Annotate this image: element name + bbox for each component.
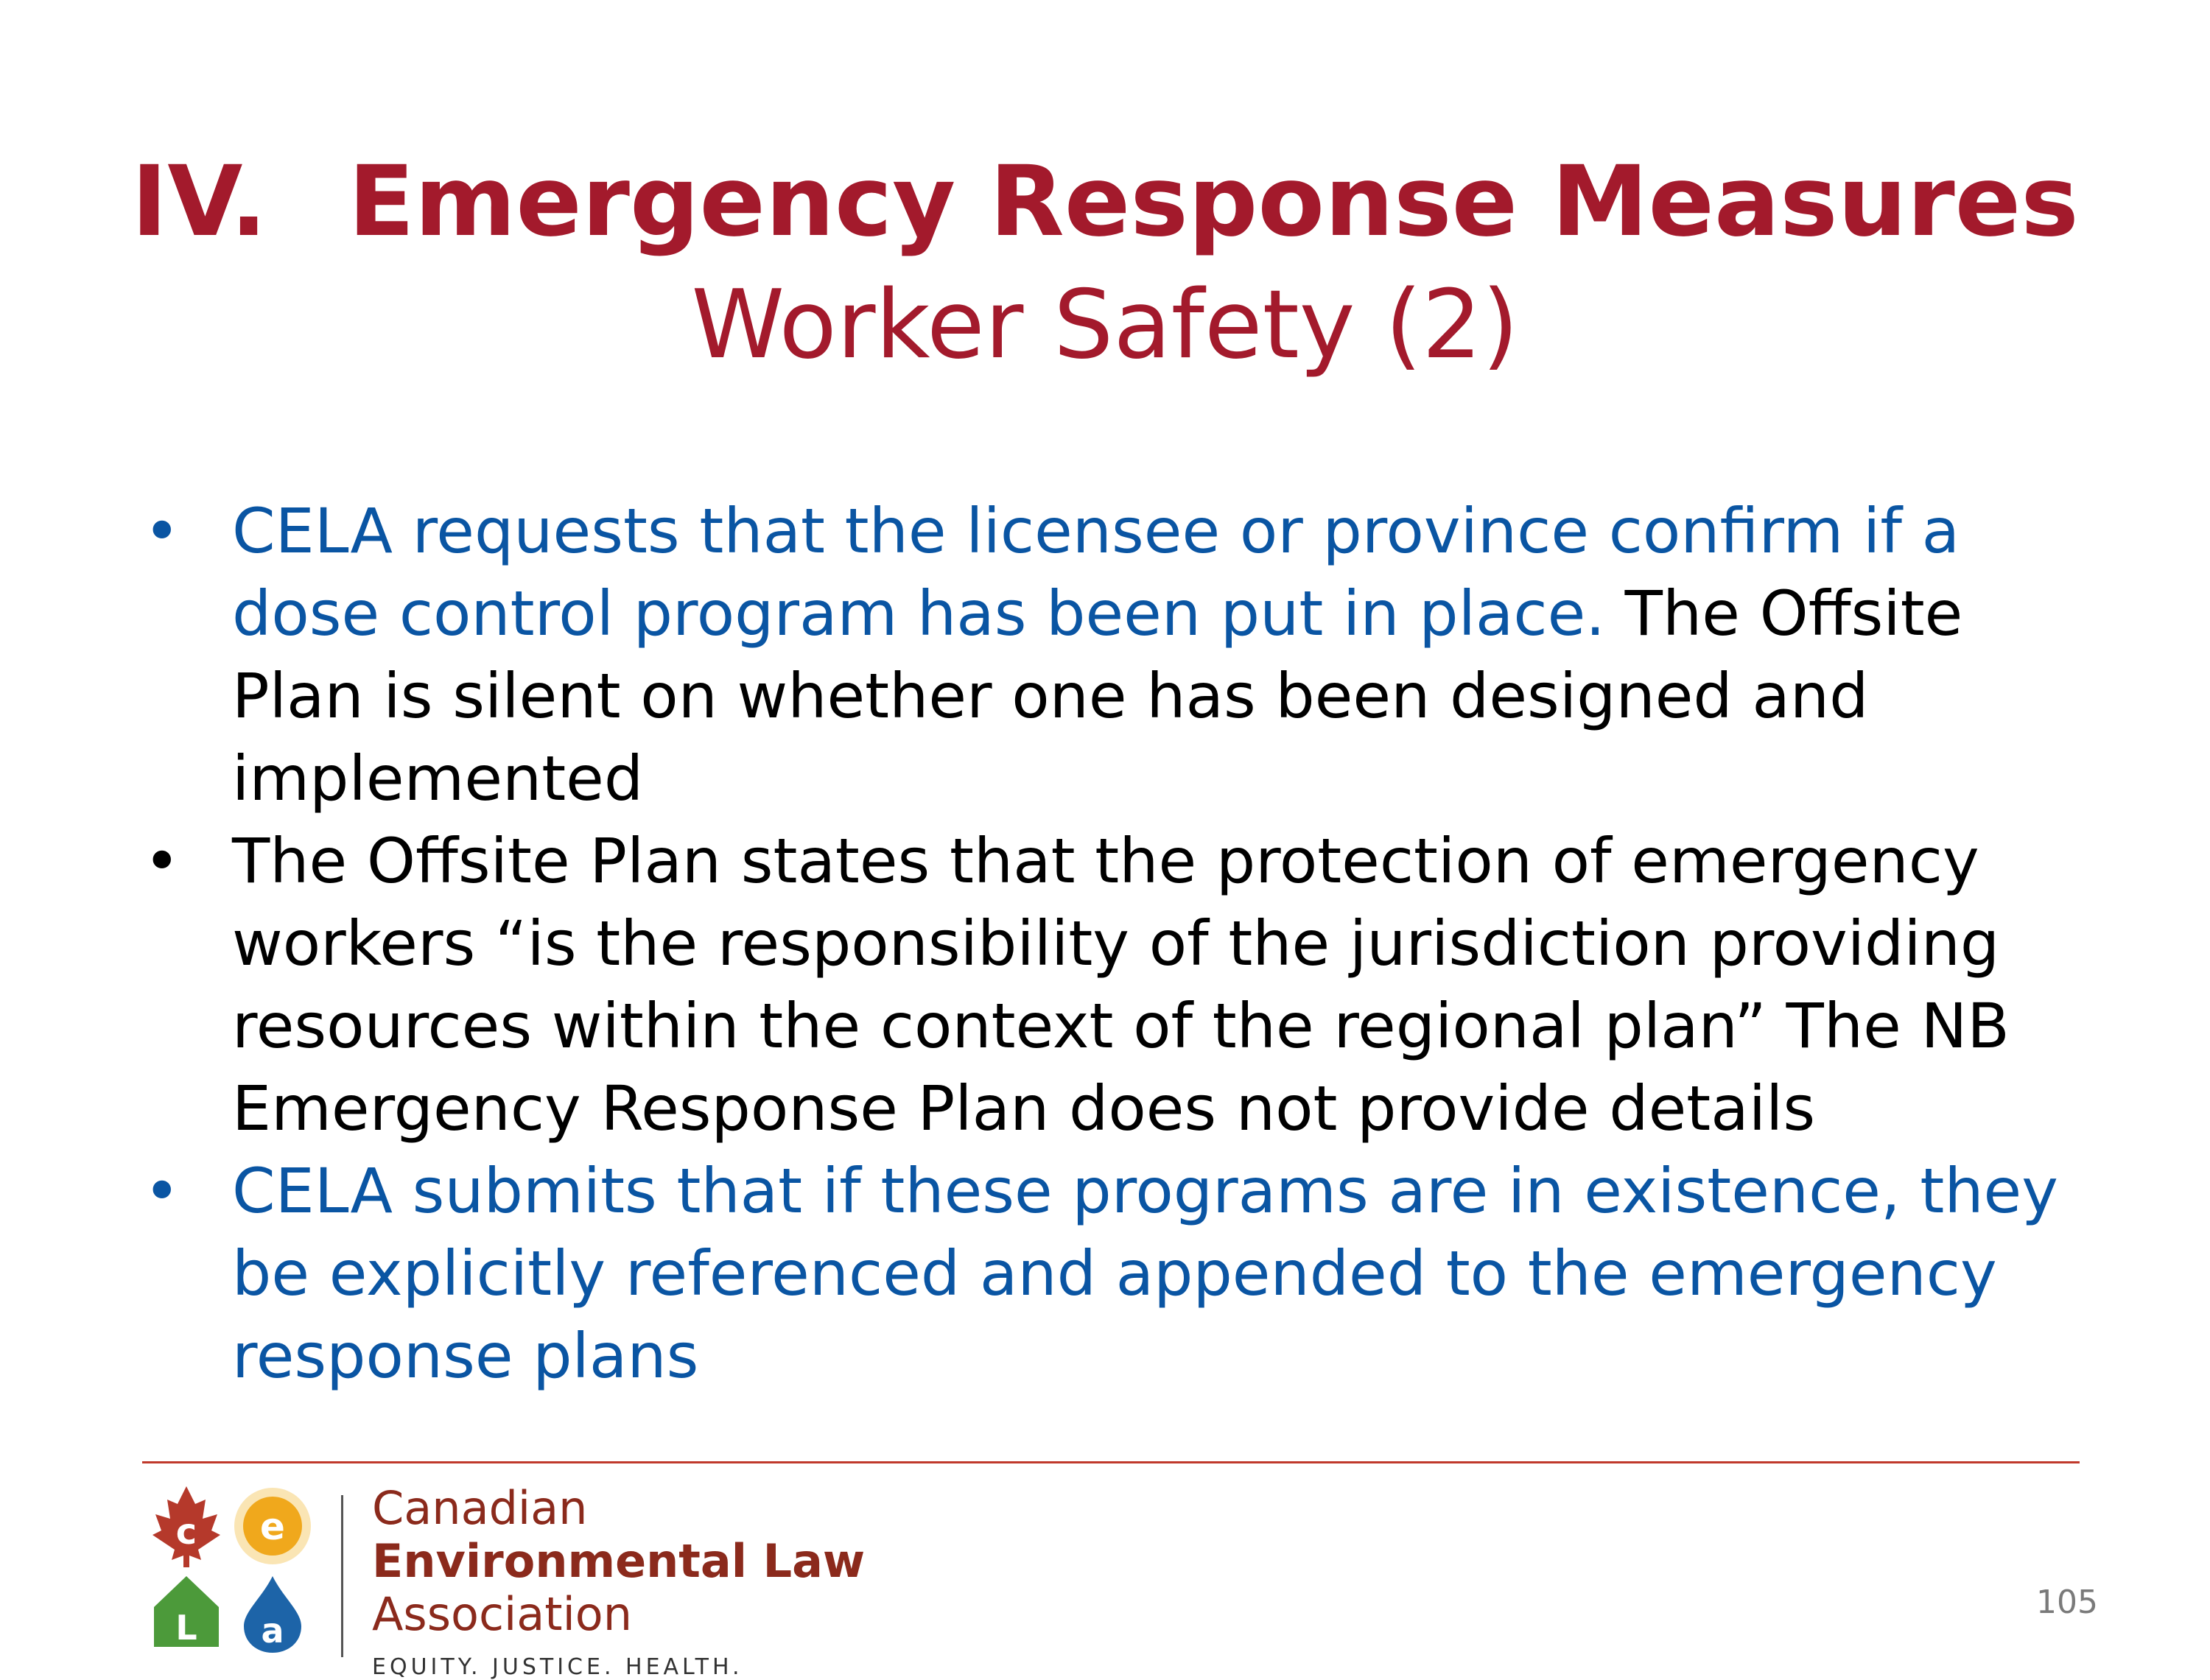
title-main: Emergency Response Measures (348, 145, 2079, 259)
bullet-1-blue-text: CELA requests that the licensee or province confirm if a dose control program has been put in place. (232, 495, 1960, 650)
slide-subtitle: Worker Safety (2) (691, 270, 1519, 380)
house-icon (154, 1576, 219, 1648)
bullet-marker: • (144, 1155, 180, 1227)
svg-text:L: L (175, 1608, 197, 1648)
footer-divider (142, 1461, 2080, 1463)
bullet-list (144, 490, 2088, 1397)
logo-line-3: Association (372, 1587, 633, 1641)
title-number: IV. (131, 145, 267, 259)
logo-line-2: Environmental Law (372, 1534, 866, 1588)
bullet-2-text: The Offsite Plan states that the protection of emergency workers “is the responsibility of the jurisdiction providing resources within the context of the regional plan” The NB Emergency Response Plan does not provide details (232, 825, 2010, 1145)
page-number: 105 (2036, 1584, 2098, 1621)
cela-logo (144, 1473, 866, 1680)
logo-tagline: EQUITY. JUSTICE. HEALTH. (372, 1654, 743, 1680)
svg-text:e: e (260, 1505, 285, 1548)
sun-icon (234, 1488, 311, 1564)
maple-leaf-icon (152, 1486, 220, 1567)
bullet-item-2 (144, 820, 2088, 1150)
bullet-1-black-text: The Offsite Plan is silent on whether one has been designed and implemented (232, 577, 1963, 815)
logo-line-1: Canadian (372, 1481, 588, 1535)
water-drop-icon (244, 1576, 301, 1653)
bullet-item-1 (144, 490, 2088, 820)
bullet-marker: • (144, 825, 180, 897)
svg-text:c: c (175, 1511, 197, 1553)
logo-wordmark (372, 1482, 865, 1680)
slide-title-block (0, 144, 2210, 391)
bullet-item-3 (144, 1150, 2088, 1397)
slide-title (0, 144, 2210, 260)
svg-text:a: a (261, 1611, 284, 1651)
bullet-marker: • (144, 495, 180, 567)
bullet-3-text: CELA submits that if these programs are in existence, they be explicitly referenced and appended to the emergency response plans (232, 1155, 2058, 1392)
logo-separator (341, 1495, 343, 1657)
cela-logo-icon (144, 1473, 335, 1657)
